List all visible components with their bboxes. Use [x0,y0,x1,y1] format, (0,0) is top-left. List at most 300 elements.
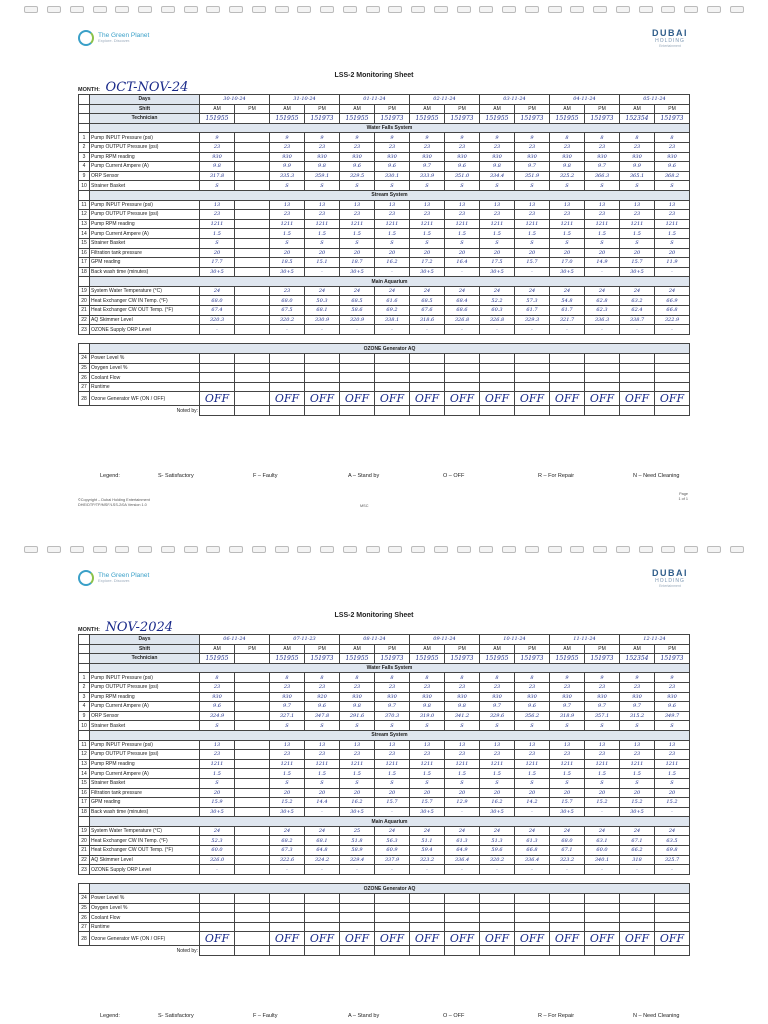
reading-value: 930 [200,692,235,702]
row-number: 27 [79,382,90,392]
reading-value [410,373,445,383]
reading-value: 322.6 [270,855,305,865]
reading-value: 1.5 [620,769,655,779]
reading-value: - [480,325,515,335]
shift-header: Shift [90,104,200,114]
reading-value: 16.2 [480,798,515,808]
reading-value: 58.9 [340,846,375,856]
signature-cell [270,406,305,416]
table-row [79,769,690,779]
monitoring-sheet-2 [60,562,688,1019]
reading-value: 1.5 [200,229,235,239]
table-row [79,171,690,181]
reading-value: S [480,778,515,788]
reading-value: 23 [655,142,690,152]
reading-value: S [585,778,620,788]
reading-value: 23 [585,210,620,220]
month-field [78,80,192,95]
reading-value: 930 [620,152,655,162]
reading-value: 18.7 [340,258,375,268]
row-number: 27 [79,922,90,932]
reading-value: 9 [445,133,480,143]
reading-value [550,354,585,364]
reading-value: 8 [585,133,620,143]
reading-value [480,922,515,932]
legend-standby: A – Stand by [348,1013,380,1019]
monitoring-sheet-1 [60,22,688,508]
reading-value [410,894,445,904]
parameter-label: AQ Skimmer Level [90,315,200,325]
reading-value: 1211 [270,759,305,769]
reading-value: 30+5 [270,267,305,277]
reading-value [270,903,305,913]
reading-value [235,354,270,364]
reading-value: 14.2 [515,798,550,808]
legend-label: Legend: [100,1013,120,1019]
reading-value: 1211 [620,219,655,229]
reading-value: 323.2 [410,855,445,865]
reading-value: 326.8 [480,315,515,325]
section-title: Water Falls System [90,663,690,673]
org-right-sub2: Entertainment [659,44,681,48]
parameter-label: Filtration tank pressure [90,788,200,798]
reading-value: 930 [375,152,410,162]
reading-value [655,922,690,932]
reading-value: 17.5 [480,258,515,268]
technician-id: 151955 [340,654,375,664]
reading-value: S [550,721,585,731]
reading-value: 315.2 [620,711,655,721]
reading-value: 63.2 [620,296,655,306]
reading-value: 1.5 [585,229,620,239]
signature-cell [410,946,445,956]
reading-value: 1.5 [270,229,305,239]
reading-value [235,798,270,808]
reading-value: 9.7 [620,702,655,712]
reading-value: 30+5 [620,267,655,277]
parameter-label: ORP Sensor [90,171,200,181]
reading-value: 23 [375,142,410,152]
technician-id: 152354 [620,114,655,124]
reading-value: 30+5 [200,267,235,277]
reading-value [305,363,340,373]
shift-row [79,644,690,654]
reading-value: 51.3 [480,836,515,846]
reading-value: 30+5 [550,807,585,817]
table-row [79,142,690,152]
reading-value: S [480,721,515,731]
reading-value: OFF [200,932,235,946]
reading-value [305,903,340,913]
reading-value: S [375,181,410,191]
reading-value: 9.6 [305,702,340,712]
reading-value: 20 [200,788,235,798]
reading-value [340,903,375,913]
table-row [79,913,690,923]
row-number: 12 [79,750,90,760]
reading-value: OFF [655,392,690,406]
green-planet-logo-icon [78,570,94,586]
reading-value: 930 [200,152,235,162]
reading-value: 64.9 [445,846,480,856]
reading-value: S [270,778,305,788]
reading-value: 318 [620,855,655,865]
signature-cell [550,406,585,416]
reading-value [235,807,270,817]
reading-value: 329.6 [480,711,515,721]
legend-standby: A – Stand by [348,473,380,479]
reading-value: 23 [340,210,375,220]
table-row [79,702,690,712]
reading-value: S [445,778,480,788]
shift-am: AM [410,644,445,654]
reading-value: 318.9 [550,711,585,721]
reading-value: 9 [340,133,375,143]
month-label: MONTH: [78,87,100,93]
day-date: 03-11-24 [480,95,550,105]
reading-value: 24 [480,826,515,836]
reading-value: 59.4 [410,846,445,856]
reading-value: 20 [620,788,655,798]
reading-value [235,711,270,721]
reading-value: S [515,181,550,191]
reading-value: 9 [480,133,515,143]
shift-pm: PM [655,104,690,114]
parameter-label: Heat Exchanger CW OUT Temp. (°F) [90,846,200,856]
reading-value: 13 [305,200,340,210]
reading-value: S [480,181,515,191]
reading-value: 317.8 [200,171,235,181]
spacer [79,334,690,344]
parameter-label: Pump RPM reading [90,219,200,229]
reading-value [305,894,340,904]
row-number: 2 [79,142,90,152]
reading-value: 50.3 [305,296,340,306]
reading-value: OFF [550,392,585,406]
reading-value: 1211 [515,759,550,769]
table-row [79,229,690,239]
row-number: 15 [79,238,90,248]
reading-value [235,382,270,392]
reading-value: - [550,865,585,875]
reading-value: S [550,238,585,248]
table-row [79,807,690,817]
reading-value: 13 [200,740,235,750]
reading-value [515,903,550,913]
reading-value: 67.3 [270,846,305,856]
reading-value [235,296,270,306]
reading-value [270,922,305,932]
reading-value: S [445,181,480,191]
technician-id: 151955 [480,654,515,664]
shift-am: AM [550,644,585,654]
legend [78,473,688,479]
reading-value: - [480,865,515,875]
table-row [79,373,690,383]
reading-value [270,913,305,923]
row-number: 2 [79,682,90,692]
reading-value: 349.7 [655,711,690,721]
parameter-label: Strainer Basket [90,778,200,788]
technician-id: 151955 [550,654,585,664]
reading-value: 14.4 [305,798,340,808]
day-date: 04-11-24 [550,95,620,105]
row-number: 23 [79,865,90,875]
reading-value: 68.4 [445,296,480,306]
binder-holes-top [0,4,768,14]
reading-value: 351.0 [445,171,480,181]
reading-value: 1211 [375,219,410,229]
row-number: 10 [79,181,90,191]
reading-value: 15.2 [655,798,690,808]
reading-value: 23 [200,750,235,760]
noted-by-label: Noted by: [176,407,198,414]
reading-value: 336.4 [515,855,550,865]
reading-value: 13 [200,200,235,210]
reading-value [340,363,375,373]
parameter-label: Heat Exchanger CW IN Temp. (°F) [90,836,200,846]
green-planet-logo [78,30,149,46]
binder-holes-middle [0,544,768,554]
days-header: Days [90,635,200,645]
row-number: 26 [79,373,90,383]
row-number: 9 [79,711,90,721]
reading-value: 23 [305,682,340,692]
reading-value: 68.6 [445,306,480,316]
reading-value: 69.8 [655,846,690,856]
reading-value: 23 [515,142,550,152]
reading-value: 30+5 [480,267,515,277]
reading-value: 1211 [375,759,410,769]
reading-value: 66.8 [655,306,690,316]
signature-cell [515,946,550,956]
table-row [79,721,690,731]
reading-value: - [340,865,375,875]
row-number: 17 [79,798,90,808]
reading-value [620,382,655,392]
reading-value: 324.9 [200,711,235,721]
reading-value: 24 [445,286,480,296]
reading-value: 13 [515,740,550,750]
technician-id: 152354 [620,654,655,664]
reading-value: S [410,778,445,788]
signature-cell [375,406,410,416]
section-title: Main Aquarium [90,277,690,287]
reading-value: OFF [410,932,445,946]
reading-value: 23 [270,682,305,692]
reading-value [235,171,270,181]
reading-value: 30+5 [270,807,305,817]
reading-value: 23 [620,210,655,220]
reading-value: 23 [550,682,585,692]
reading-value [340,894,375,904]
reading-value: S [410,238,445,248]
reading-value: 1.5 [340,229,375,239]
reading-value [235,903,270,913]
reading-value: S [620,778,655,788]
parameter-label: OZONE Supply ORP Level [90,325,200,335]
row-number [79,190,90,200]
reading-value [270,894,305,904]
reading-value [375,903,410,913]
reading-value: 15.7 [410,798,445,808]
noted-by-row [79,406,690,416]
reading-value: 23 [305,210,340,220]
reading-value: 1.5 [550,769,585,779]
sheet-code: MSC [360,504,369,508]
table-row [79,363,690,373]
technician-id: 151955 [270,114,305,124]
parameter-label: Strainer Basket [90,181,200,191]
reading-value: 24 [200,286,235,296]
reading-value: 9.6 [655,162,690,172]
reading-value: 23 [620,750,655,760]
org-left-tagline: Explore. Discover. [98,38,131,44]
reading-value: 23 [445,142,480,152]
table-row [79,740,690,750]
reading-value [270,354,305,364]
reading-value [655,894,690,904]
reading-value: 1.5 [585,769,620,779]
reading-value: 66.2 [620,846,655,856]
monitoring-table [78,94,690,416]
reading-value: 24 [200,826,235,836]
parameter-label: Filtration tank pressure [90,248,200,258]
reading-value: 23 [480,142,515,152]
reading-value [200,363,235,373]
reading-value [410,913,445,923]
reading-value: - [620,865,655,875]
reading-value: - [585,267,620,277]
reading-value: 52.3 [200,836,235,846]
reading-value [445,373,480,383]
table-row [79,200,690,210]
reading-value: S [515,778,550,788]
reading-value [235,363,270,373]
reading-value: 324.2 [305,855,340,865]
row-number: 18 [79,267,90,277]
row-number [79,946,90,956]
page-number [679,492,689,502]
reading-value: 62.4 [620,306,655,316]
signature-cell [305,406,340,416]
reading-value: OFF [445,932,480,946]
signature-cell [445,406,480,416]
org-left-tagline: Explore. Discover. [98,578,131,584]
reading-value: 20 [620,248,655,258]
technician-row [79,114,690,124]
reading-value [235,759,270,769]
reading-value: 68.1 [305,836,340,846]
reading-value [480,373,515,383]
reading-value: 9.8 [550,162,585,172]
reading-value: 334.4 [480,171,515,181]
reading-value: 1211 [515,219,550,229]
table-row [79,133,690,143]
reading-value: 30+5 [340,267,375,277]
table-row [79,286,690,296]
reading-value [515,922,550,932]
reading-value: 14.9 [585,258,620,268]
reading-value: 9.7 [270,702,305,712]
reading-value: S [410,721,445,731]
table-row [79,219,690,229]
table-row [79,152,690,162]
table-row [79,354,690,364]
reading-value: 18.5 [270,258,305,268]
reading-value: 323.2 [550,855,585,865]
legend-label: Legend: [100,473,120,479]
reading-value [410,382,445,392]
signature-cell [270,946,305,956]
parameter-label: Back wash time (minutes) [90,807,200,817]
reading-value: 24 [270,826,305,836]
reading-value: 24 [620,286,655,296]
reading-value [445,913,480,923]
reading-value: 930 [655,152,690,162]
reading-value [410,922,445,932]
reading-value [445,363,480,373]
reading-value [235,692,270,702]
row-number [79,654,90,664]
reading-value: 23 [200,210,235,220]
technician-id: 151973 [515,654,550,664]
reading-value [585,922,620,932]
table-row [79,750,690,760]
reading-value: 11.9 [655,258,690,268]
org-left-name: The Green Planet [98,31,150,39]
table-row [79,210,690,220]
reading-value [550,913,585,923]
reading-value: 23 [655,750,690,760]
reading-value: OFF [480,932,515,946]
reading-value: - [200,325,235,335]
parameter-label: System Water Temperature (°C) [90,826,200,836]
row-number [79,817,90,827]
reading-value: 9.7 [480,702,515,712]
reading-value [515,382,550,392]
parameter-label: Power Level % [90,354,200,364]
section-ozone [79,884,690,894]
reading-value: 23 [550,142,585,152]
reading-value: 30+5 [200,807,235,817]
technician-id: 151955 [550,114,585,124]
row-number [79,95,90,105]
shift-pm: PM [585,644,620,654]
reading-value [270,373,305,383]
reading-value [515,373,550,383]
reading-value: OFF [550,932,585,946]
row-number: 20 [79,296,90,306]
parameter-label: Pump Current Ampere (A) [90,229,200,239]
table-row [79,798,690,808]
reading-value: 329.5 [340,171,375,181]
reading-value: 24 [340,286,375,296]
reading-value: 336.4 [445,855,480,865]
day-date: 31-10-24 [270,95,340,105]
reading-value [235,740,270,750]
shift-header: Shift [90,644,200,654]
reading-value: 320.9 [340,315,375,325]
reading-value: 23 [270,210,305,220]
reading-value: - [445,807,480,817]
parameter-label: Pump OUTPUT Pressure (psi) [90,682,200,692]
reading-value: 1.5 [305,769,340,779]
reading-value [585,894,620,904]
reading-value: 15.2 [620,798,655,808]
row-number: 3 [79,692,90,702]
shift-am: AM [270,104,305,114]
